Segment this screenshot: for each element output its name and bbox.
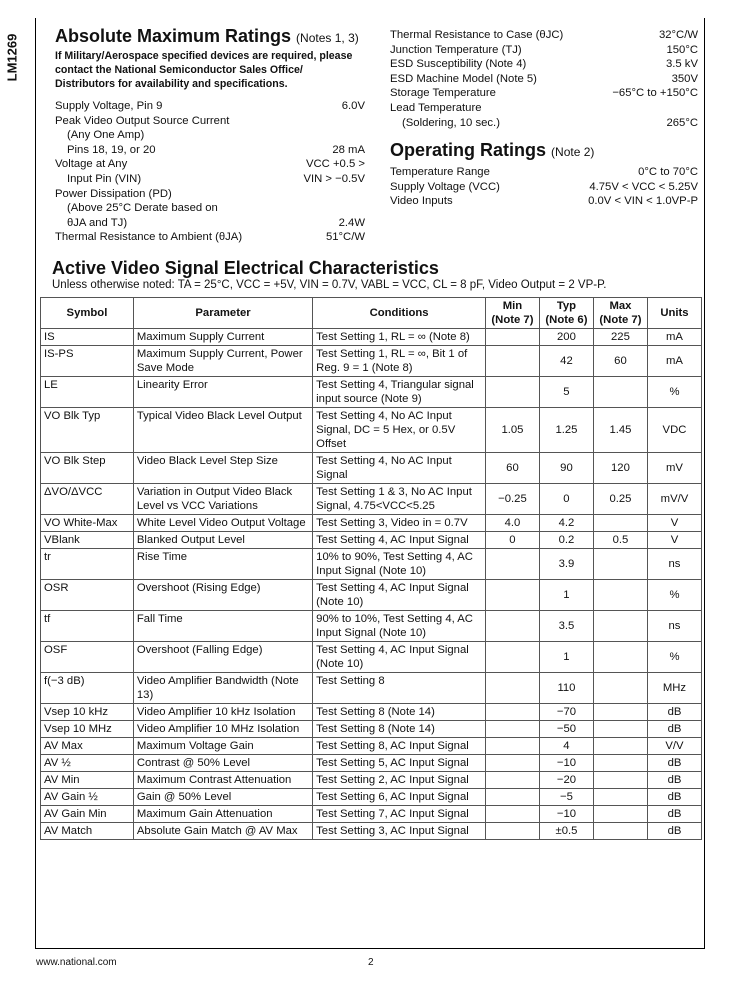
table-row	[41, 789, 702, 806]
typ-cell: −5	[539, 789, 593, 806]
conditions-cell: Test Setting 4, Triangular signal input source (Note 9)	[313, 377, 486, 408]
typ-cell: 4	[539, 738, 593, 755]
symbol-cell: LE	[41, 377, 134, 408]
rating-row	[390, 101, 698, 116]
rating-label: Power Dissipation (PD)	[55, 187, 172, 200]
typ-cell: 42	[539, 346, 593, 377]
min-cell	[485, 704, 539, 721]
min-cell	[485, 772, 539, 789]
conditions-cell: Test Setting 4, No AC Input Signal, DC = 5 Hex, or 0.5V Offset	[313, 408, 486, 453]
rating-row	[390, 86, 698, 101]
conditions-cell: Test Setting 4, AC Input Signal (Note 10)	[313, 642, 486, 673]
conditions-cell: 90% to 10%, Test Setting 4, AC Input Signal (Note 10)	[313, 611, 486, 642]
table-row	[41, 377, 702, 408]
rating-row	[55, 172, 365, 187]
max-cell	[593, 611, 647, 642]
rating-value: 4.75V < VCC < 5.25V	[589, 180, 698, 193]
parameter-cell: Video Amplifier Bandwidth (Note 13)	[133, 673, 312, 704]
max-cell	[593, 673, 647, 704]
conditions-cell: Test Setting 5, AC Input Signal	[313, 755, 486, 772]
typ-cell: 0.2	[539, 532, 593, 549]
rating-row	[55, 187, 365, 202]
military-warning: If Military/Aerospace specified devices are required, please contact the National Semiconductor Sales Office/ Distributors for availability and specifications.	[55, 50, 353, 90]
symbol-cell: Vsep 10 kHz	[41, 704, 134, 721]
rating-value: 32°C/W	[658, 29, 698, 41]
min-cell	[485, 329, 539, 346]
table-row	[41, 580, 702, 611]
abs-max-right	[390, 28, 698, 209]
max-cell	[593, 704, 647, 721]
rating-row	[390, 43, 698, 58]
parameter-cell: Maximum Gain Attenuation	[133, 806, 312, 823]
rating-value: VIN > −0.5V	[303, 172, 365, 185]
max-cell	[593, 721, 647, 738]
rating-label: ESD Machine Model (Note 5)	[390, 72, 537, 85]
column-header: Symbol	[41, 298, 134, 329]
table-row	[41, 484, 702, 515]
conditions-cell: Test Setting 8, AC Input Signal	[313, 738, 486, 755]
symbol-cell: VO Blk Typ	[41, 408, 134, 453]
rating-row	[390, 57, 698, 72]
table-row	[41, 408, 702, 453]
conditions-cell: 10% to 90%, Test Setting 4, AC Input Signal (Note 10)	[313, 549, 486, 580]
table-row	[41, 673, 702, 704]
units-cell: ns	[647, 611, 701, 642]
typ-cell: 1.25	[539, 408, 593, 453]
max-cell	[593, 738, 647, 755]
min-cell: 0	[485, 532, 539, 549]
units-cell: V	[647, 515, 701, 532]
rating-row	[55, 99, 365, 114]
rating-row	[55, 128, 365, 143]
table-row	[41, 532, 702, 549]
table-row	[41, 346, 702, 377]
conditions-cell: Test Setting 1 & 3, No AC Input Signal, 4.75<VCC<5.25	[313, 484, 486, 515]
units-cell: %	[647, 377, 701, 408]
conditions-cell: Test Setting 4, No AC Input Signal	[313, 453, 486, 484]
column-header: Max (Note 7)	[593, 298, 647, 329]
min-cell	[485, 673, 539, 704]
units-cell: mA	[647, 329, 701, 346]
min-cell	[485, 642, 539, 673]
parameter-cell: Linearity Error	[133, 377, 312, 408]
symbol-cell: OSR	[41, 580, 134, 611]
conditions-cell: Test Setting 3, Video in = 0.7V	[313, 515, 486, 532]
abs-max-rows	[55, 99, 365, 245]
rating-row	[55, 201, 365, 216]
column-header: Units	[647, 298, 701, 329]
max-cell	[593, 549, 647, 580]
symbol-cell: VBlank	[41, 532, 134, 549]
symbol-cell: AV Match	[41, 823, 134, 840]
max-cell	[593, 377, 647, 408]
min-cell	[485, 611, 539, 642]
table-row	[41, 642, 702, 673]
symbol-cell: IS-PS	[41, 346, 134, 377]
symbol-cell: VO White-Max	[41, 515, 134, 532]
rating-label: Input Pin (VIN)	[67, 172, 142, 185]
max-cell: 0.5	[593, 532, 647, 549]
min-cell	[485, 580, 539, 611]
rating-row	[55, 230, 365, 245]
parameter-cell: Video Amplifier 10 kHz Isolation	[133, 704, 312, 721]
parameter-cell: Maximum Supply Current, Power Save Mode	[133, 346, 312, 377]
units-cell: V	[647, 532, 701, 549]
max-cell	[593, 580, 647, 611]
max-cell: 0.25	[593, 484, 647, 515]
section-title: Active Video Signal Electrical Characteristics	[52, 258, 439, 278]
table-row	[41, 823, 702, 840]
rating-row	[55, 157, 365, 172]
conditions-cell: Test Setting 6, AC Input Signal	[313, 789, 486, 806]
rating-value: 28 mA	[332, 143, 365, 156]
symbol-cell: tr	[41, 549, 134, 580]
table-row	[41, 738, 702, 755]
parameter-cell: Fall Time	[133, 611, 312, 642]
column-header: Typ (Note 6)	[539, 298, 593, 329]
column-header: Min (Note 7)	[485, 298, 539, 329]
rating-label: Peak Video Output Source Current	[55, 114, 230, 127]
units-cell: ns	[647, 549, 701, 580]
conditions-cell: Test Setting 4, AC Input Signal	[313, 532, 486, 549]
typ-cell: ±0.5	[539, 823, 593, 840]
max-cell	[593, 823, 647, 840]
conditions-cell: Test Setting 1, RL = ∞ (Note 8)	[313, 329, 486, 346]
abs-max-right-rows	[390, 28, 698, 130]
parameter-cell: Overshoot (Rising Edge)	[133, 580, 312, 611]
min-cell	[485, 377, 539, 408]
units-cell: dB	[647, 789, 701, 806]
symbol-cell: AV Min	[41, 772, 134, 789]
typ-cell: 1	[539, 642, 593, 673]
symbol-cell: ΔVO/ΔVCC	[41, 484, 134, 515]
table-row	[41, 515, 702, 532]
typ-cell: −50	[539, 721, 593, 738]
op-ratings-rows	[390, 165, 698, 209]
symbol-cell: f(−3 dB)	[41, 673, 134, 704]
units-cell: mA	[647, 346, 701, 377]
conditions-cell: Test Setting 8	[313, 673, 486, 704]
part-number-label: LM1269	[4, 33, 20, 82]
units-cell: dB	[647, 806, 701, 823]
typ-cell: 3.9	[539, 549, 593, 580]
table-row	[41, 806, 702, 823]
units-cell: %	[647, 580, 701, 611]
min-cell: 60	[485, 453, 539, 484]
rating-label: Temperature Range	[390, 166, 490, 179]
min-cell	[485, 755, 539, 772]
footer-url[interactable]: www.national.com	[36, 957, 117, 968]
rating-label: Lead Temperature	[390, 101, 482, 114]
conditions-cell: Test Setting 2, AC Input Signal	[313, 772, 486, 789]
rating-value: 0°C to 70°C	[638, 166, 698, 179]
rating-label: Thermal Resistance to Ambient (θJA)	[55, 231, 243, 244]
rating-value: −65°C to +150°C	[612, 87, 698, 100]
rating-label: (Above 25°C Derate based on	[67, 202, 218, 215]
rating-row	[390, 165, 698, 180]
units-cell: dB	[647, 721, 701, 738]
conditions-cell: Test Setting 1, RL = ∞, Bit 1 of Reg. 9 = 1 (Note 8)	[313, 346, 486, 377]
rating-label: Junction Temperature (TJ)	[390, 43, 522, 56]
rating-label: Supply Voltage (VCC)	[390, 180, 500, 193]
rating-label: ESD Susceptibility (Note 4)	[390, 58, 527, 71]
rating-label: (Any One Amp)	[67, 129, 145, 142]
min-cell	[485, 823, 539, 840]
min-cell	[485, 789, 539, 806]
typ-cell: −10	[539, 806, 593, 823]
rating-value: 6.0V	[341, 100, 365, 112]
max-cell: 120	[593, 453, 647, 484]
max-cell	[593, 772, 647, 789]
typ-cell: 4.2	[539, 515, 593, 532]
max-cell	[593, 515, 647, 532]
rating-value: 51°C/W	[325, 231, 365, 244]
page-number: 2	[368, 957, 374, 968]
max-cell	[593, 789, 647, 806]
abs-max-title: Absolute Maximum Ratings (Notes 1, 3)	[55, 26, 359, 46]
conditions-cell: Test Setting 4, AC Input Signal (Note 10)	[313, 580, 486, 611]
op-ratings-title: Operating Ratings (Note 2)	[390, 140, 595, 161]
min-cell	[485, 549, 539, 580]
table-row	[41, 611, 702, 642]
typ-cell: −20	[539, 772, 593, 789]
max-cell: 60	[593, 346, 647, 377]
symbol-cell: OSF	[41, 642, 134, 673]
rating-row	[390, 72, 698, 87]
symbol-cell: VO Blk Step	[41, 453, 134, 484]
typ-cell: 1	[539, 580, 593, 611]
units-cell: %	[647, 642, 701, 673]
units-cell: V/V	[647, 738, 701, 755]
characteristics-table	[40, 297, 702, 840]
typ-cell: 110	[539, 673, 593, 704]
rating-value: 265°C	[666, 116, 698, 129]
symbol-cell: Vsep 10 MHz	[41, 721, 134, 738]
units-cell: dB	[647, 772, 701, 789]
symbol-cell: AV Gain ½	[41, 789, 134, 806]
parameter-cell: Variation in Output Video Black Level vs VCC Variations	[133, 484, 312, 515]
parameter-cell: Video Amplifier 10 MHz Isolation	[133, 721, 312, 738]
typ-cell: 3.5	[539, 611, 593, 642]
rating-value: 150°C	[666, 43, 698, 56]
rating-value: VCC +0.5 >	[305, 158, 365, 171]
symbol-cell: IS	[41, 329, 134, 346]
symbol-cell: AV Gain Min	[41, 806, 134, 823]
symbol-cell: tf	[41, 611, 134, 642]
parameter-cell: White Level Video Output Voltage	[133, 515, 312, 532]
units-cell: mV	[647, 453, 701, 484]
parameter-cell: Maximum Supply Current	[133, 329, 312, 346]
units-cell: VDC	[647, 408, 701, 453]
min-cell	[485, 738, 539, 755]
typ-cell: 5	[539, 377, 593, 408]
rating-row	[390, 28, 698, 43]
rating-label: (Soldering, 10 sec.)	[402, 116, 500, 129]
rating-row	[390, 194, 698, 209]
parameter-cell: Rise Time	[133, 549, 312, 580]
units-cell: dB	[647, 755, 701, 772]
rating-label: Storage Temperature	[390, 87, 496, 100]
max-cell	[593, 806, 647, 823]
parameter-cell: Overshoot (Falling Edge)	[133, 642, 312, 673]
typ-cell: 0	[539, 484, 593, 515]
column-header: Parameter	[133, 298, 312, 329]
rating-value: 350V	[671, 72, 698, 85]
conditions-cell: Test Setting 3, AC Input Signal	[313, 823, 486, 840]
column-header: Conditions	[313, 298, 486, 329]
table-row	[41, 453, 702, 484]
parameter-cell: Blanked Output Level	[133, 532, 312, 549]
typ-cell: −10	[539, 755, 593, 772]
units-cell: mV/V	[647, 484, 701, 515]
parameter-cell: Maximum Contrast Attenuation	[133, 772, 312, 789]
section-subtitle: Unless otherwise noted: TA = 25°C, VCC = +5V, VIN = 0.7V, VABL = VCC, CL = 8 pF, Video Output = 2 VP-P.	[52, 279, 607, 291]
table-row	[41, 704, 702, 721]
rating-row	[390, 116, 698, 131]
parameter-cell: Contrast @ 50% Level	[133, 755, 312, 772]
min-cell: 4.0	[485, 515, 539, 532]
parameter-cell: Typical Video Black Level Output	[133, 408, 312, 453]
parameter-cell: Maximum Voltage Gain	[133, 738, 312, 755]
units-cell: MHz	[647, 673, 701, 704]
rating-label: Voltage at Any	[55, 158, 128, 171]
min-cell	[485, 806, 539, 823]
conditions-cell: Test Setting 8 (Note 14)	[313, 704, 486, 721]
table-row	[41, 549, 702, 580]
conditions-cell: Test Setting 8 (Note 14)	[313, 721, 486, 738]
rating-label: Thermal Resistance to Case (θJC)	[390, 29, 564, 41]
parameter-cell: Absolute Gain Match @ AV Max	[133, 823, 312, 840]
min-cell	[485, 721, 539, 738]
units-cell: dB	[647, 823, 701, 840]
rating-row	[55, 216, 365, 231]
parameter-cell: Gain @ 50% Level	[133, 789, 312, 806]
max-cell: 1.45	[593, 408, 647, 453]
symbol-cell: AV Max	[41, 738, 134, 755]
rating-label: Supply Voltage, Pin 9	[55, 100, 163, 112]
max-cell	[593, 755, 647, 772]
table-row	[41, 329, 702, 346]
max-cell: 225	[593, 329, 647, 346]
section-header	[52, 258, 702, 291]
min-cell: 1.05	[485, 408, 539, 453]
table-row	[41, 772, 702, 789]
rating-value: 3.5 kV	[665, 58, 698, 71]
rating-row	[390, 180, 698, 195]
table-row	[41, 721, 702, 738]
rating-label: Pins 18, 19, or 20	[67, 143, 156, 156]
rating-value: 2.4W	[338, 216, 365, 229]
rating-label: Video Inputs	[390, 195, 453, 208]
typ-cell: −70	[539, 704, 593, 721]
typ-cell: 90	[539, 453, 593, 484]
max-cell	[593, 642, 647, 673]
conditions-cell: Test Setting 7, AC Input Signal	[313, 806, 486, 823]
parameter-cell: Video Black Level Step Size	[133, 453, 312, 484]
typ-cell: 200	[539, 329, 593, 346]
table-header-row	[41, 298, 702, 329]
abs-max-left	[55, 26, 365, 245]
rating-label: θJA and TJ)	[67, 216, 128, 229]
units-cell: dB	[647, 704, 701, 721]
min-cell: −0.25	[485, 484, 539, 515]
min-cell	[485, 346, 539, 377]
symbol-cell: AV ½	[41, 755, 134, 772]
rating-value: 0.0V < VIN < 1.0VP-P	[588, 195, 698, 208]
table-row	[41, 755, 702, 772]
rating-row	[55, 143, 365, 158]
rating-row	[55, 114, 365, 129]
